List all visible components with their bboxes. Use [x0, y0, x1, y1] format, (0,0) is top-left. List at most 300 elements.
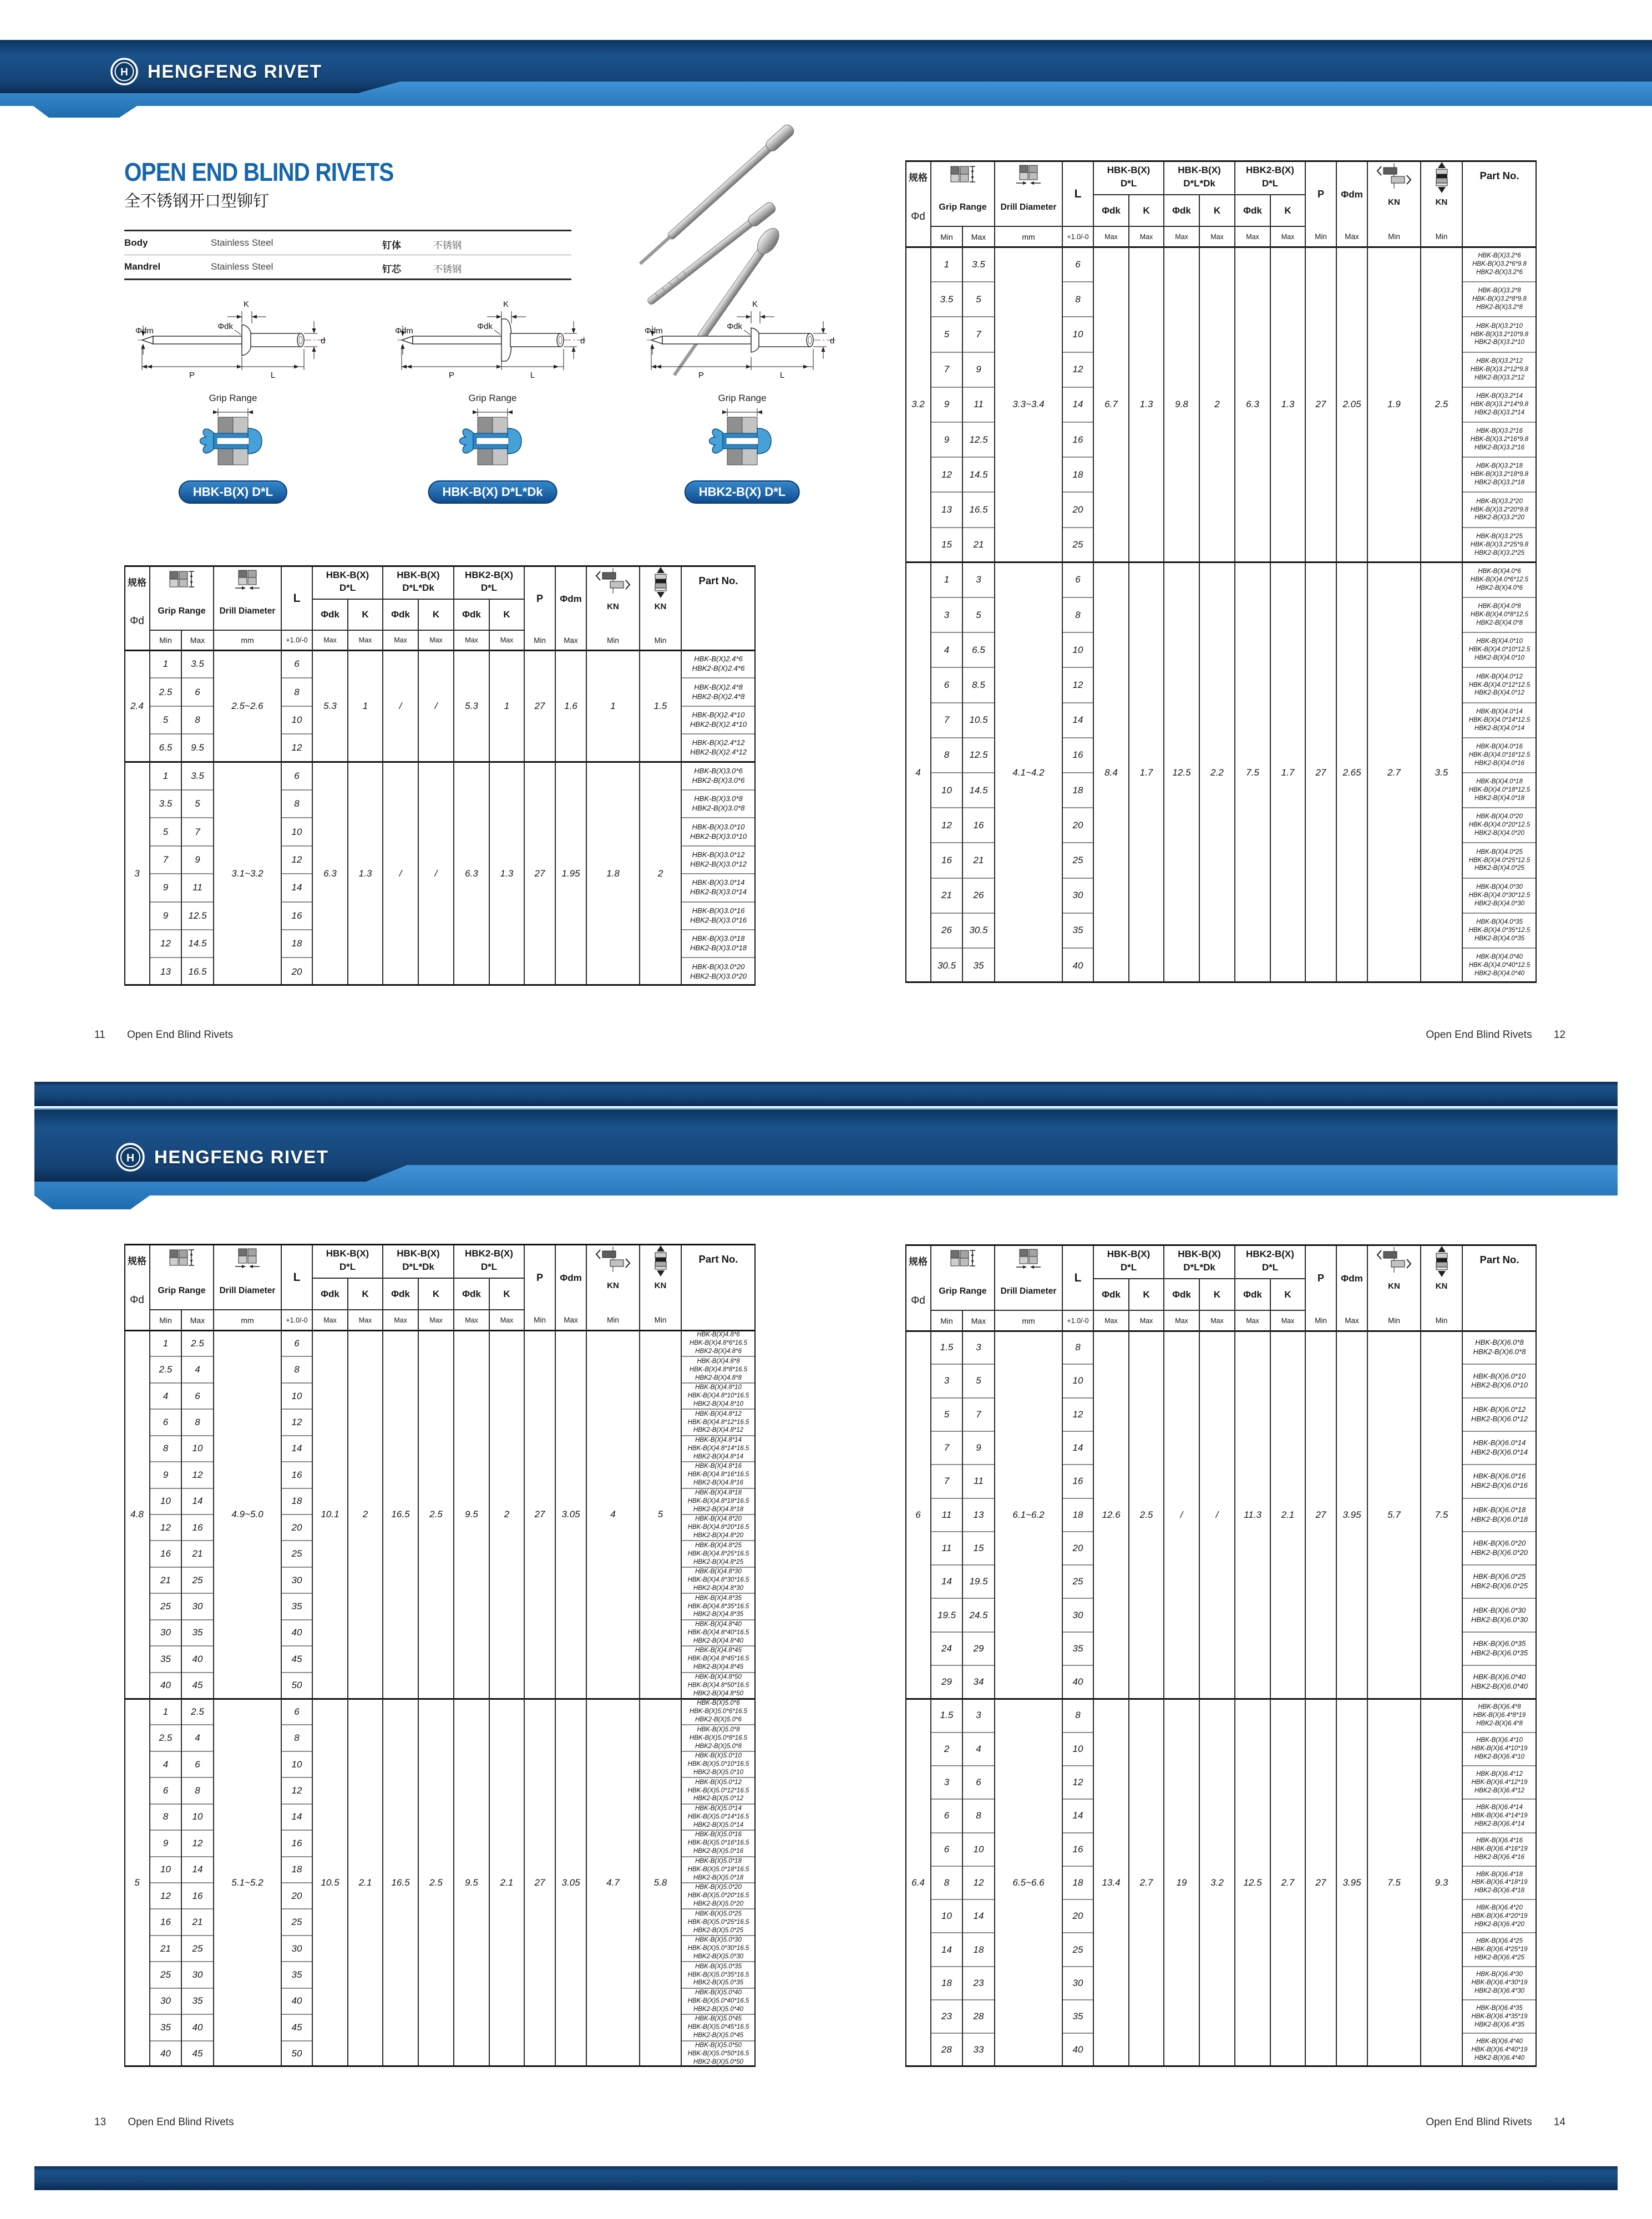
table-vertical-line [1062, 247, 1063, 563]
tensile-strength-icon [586, 1246, 640, 1273]
cell-length: 16 [1072, 434, 1083, 445]
cell-grip-max: 5 [976, 1375, 981, 1386]
part-no-line: HBK-B(X)3.2*8 [1478, 287, 1521, 295]
grip-range-label: Grip Range [468, 393, 517, 403]
part-no-line: HBK-B(X)5.0*6 [697, 1700, 740, 1707]
part-no-line: HBK-B(X)3.2*12 [1476, 357, 1523, 364]
cell-length: 8 [1075, 609, 1081, 620]
cell-part-no [681, 1777, 756, 1803]
cell-phidm-max: 3.95 [1342, 1877, 1361, 1888]
shear-strength-icon [1421, 1245, 1462, 1278]
cell-value: / [399, 868, 402, 879]
header-series-1-line2: D*L*Dk [1183, 178, 1215, 189]
material-row2-value: Stainless Steel [211, 261, 273, 272]
table-vertical-line [213, 762, 214, 986]
spec-table-page-12 [905, 160, 1537, 983]
cell-part-no [681, 846, 756, 874]
cell-kn-shear: 5 [657, 1509, 663, 1519]
cell-part-no [1462, 1331, 1537, 1364]
header-series-0-line1: HBK-B(X) [1107, 165, 1151, 176]
cell-grip-min: 10 [160, 1864, 171, 1875]
cell-grip-max: 13 [973, 1509, 984, 1520]
part-no-line: HBK-B(X)4.0*14 [1476, 708, 1523, 715]
cell-grip-max: 23 [973, 1977, 984, 1988]
cell-part-no [1462, 492, 1537, 527]
cell-drill-diameter: 3.3~3.4 [1012, 399, 1045, 410]
svg-text:P: P [189, 371, 195, 380]
cell-length: 18 [1072, 1877, 1083, 1888]
table-vertical-line [1163, 1331, 1164, 1699]
cell-phid: 3.2 [911, 399, 925, 410]
part-no-line: HBK-B(X)5.0*10*16.5 [687, 1761, 749, 1768]
cell-part-no [681, 957, 756, 985]
drill-diameter-icon [995, 1248, 1062, 1271]
table-vertical-line [1336, 1331, 1337, 1699]
cell-length: 6 [294, 658, 300, 670]
cell-value: 6.7 [1104, 399, 1118, 410]
header-max: Max [1210, 232, 1224, 241]
cell-grip-max: 26 [973, 890, 984, 901]
cell-phidm-max: 3.05 [561, 1509, 580, 1519]
brand-logo-text: HENGFENG RIVET [154, 1147, 329, 1167]
cell-part-no [681, 1988, 756, 2014]
part-no-line: HBK2-B(X)6.4*40 [1474, 2054, 1525, 2061]
part-no-line: HBK-B(X)4.8*8 [697, 1357, 740, 1365]
cell-grip-min: 12 [941, 819, 952, 830]
part-no-line: HBK-B(X)6.4*10 [1476, 1737, 1523, 1744]
header-phidk: Φdk [462, 1288, 481, 1299]
part-no-line: HBK-B(X)6.4*30 [1476, 1971, 1523, 1978]
part-no-line: HBK-B(X)4.8*12*16.5 [687, 1418, 749, 1426]
header-grip-range: Grip Range [158, 606, 206, 616]
svg-text:H: H [120, 67, 128, 78]
part-no-line: HBK2-B(X)4.8*25 [693, 1558, 744, 1566]
cell-part-no [681, 2041, 756, 2067]
part-no-line: HBK2-B(X)5.0*30 [693, 1953, 744, 1960]
part-no-line: HBK-B(X)4.8*12 [695, 1410, 742, 1417]
header-part-no: Part No. [698, 1253, 738, 1265]
cell-length: 12 [291, 1785, 302, 1796]
cell-grip-max: 12.5 [188, 910, 207, 921]
cell-p-min: 27 [534, 1509, 545, 1519]
table-vertical-line [1062, 1331, 1063, 1699]
cell-length: 18 [291, 938, 302, 949]
header-kn: KN [1435, 1281, 1448, 1291]
header-max: Max [323, 636, 337, 644]
cell-grip-max: 40 [192, 2022, 203, 2033]
cell-length: 12 [291, 1416, 302, 1427]
cell-grip-min: 1 [163, 658, 169, 670]
part-no-line: HBK-B(X)5.0*50*16.5 [687, 2050, 749, 2057]
cell-phidm-max: 1.6 [564, 700, 577, 711]
cell-value: 7.5 [1246, 767, 1259, 778]
cell-kn-shear: 1.5 [653, 700, 667, 711]
table-vertical-line [1163, 563, 1164, 983]
cell-phid: 6 [915, 1509, 921, 1520]
table-vertical-line [453, 1699, 454, 2067]
cell-value: 3.2 [1210, 1877, 1224, 1888]
part-no-line: HBK-B(X)4.8*50 [695, 1673, 742, 1680]
part-no-line: HBK-B(X)4.0*12 [1476, 673, 1523, 680]
cell-grip-min: 8 [944, 1877, 950, 1888]
header-max: Max [429, 1316, 443, 1324]
header-max: Max [358, 636, 372, 644]
part-no-line: HBK2-B(X)6.0*40 [1471, 1682, 1528, 1691]
page-subtitle: 全不锈钢开口型铆钉 [124, 192, 270, 210]
header-max: Max [1246, 232, 1259, 241]
table-vertical-line [1462, 247, 1463, 563]
header-k: K [1213, 1289, 1221, 1300]
table-vertical-line [586, 762, 587, 986]
cell-part-no [1462, 247, 1537, 282]
cell-phidm-max: 1.95 [561, 868, 580, 879]
part-no-line: HBK2-B(X)4.8*20 [693, 1532, 744, 1539]
part-no-line: HBK2-B(X)2.4*8 [692, 692, 745, 701]
cell-part-no [681, 1751, 756, 1777]
header-grip-min: Min [159, 636, 172, 645]
header-phidk: Φdk [1102, 1289, 1121, 1300]
part-no-line: HBK2-B(X)3.2*6 [1476, 269, 1523, 276]
cell-length: 25 [1072, 1944, 1083, 1955]
header-spec-phid: Φd [911, 211, 925, 223]
cell-length: 8 [294, 798, 300, 809]
part-no-line: HBK2-B(X)4.8*12 [693, 1427, 744, 1434]
cell-part-no [681, 1883, 756, 1909]
table-vertical-line [149, 1699, 150, 2067]
cell-grip-min: 26 [941, 925, 952, 936]
part-no-line: HBK2-B(X)6.0*18 [1471, 1514, 1528, 1523]
part-no-line: HBK2-B(X)4.0*25 [1474, 865, 1525, 872]
header-series-2-line1: HBK2-B(X) [1246, 1249, 1294, 1260]
cell-phidm-max: 3.05 [561, 1877, 580, 1888]
cell-grip-max: 14 [192, 1496, 203, 1507]
header-kn-min: Min [654, 636, 667, 645]
cell-length: 10 [291, 1759, 302, 1770]
part-no-line: HBK-B(X)5.0*35*16.5 [687, 1971, 749, 1978]
cell-grip-min: 21 [941, 890, 952, 901]
cell-grip-min: 1 [163, 1338, 169, 1349]
cell-value: / [1215, 1509, 1219, 1520]
part-no-line: HBK-B(X)5.0*40*16.5 [687, 1997, 749, 2004]
header-phidm-max: Max [1345, 232, 1359, 241]
cell-grip-max: 10 [973, 1843, 984, 1855]
cell-value: 6.3 [323, 868, 337, 879]
part-no-line: HBK-B(X)6.4*40*19 [1471, 2046, 1528, 2053]
cell-grip-min: 35 [160, 2022, 171, 2033]
header-phidm: Φdm [1341, 1273, 1363, 1284]
part-no-line: HBK2-B(X)4.8*40 [693, 1637, 744, 1644]
cell-drill-diameter: 6.1~6.2 [1012, 1509, 1045, 1520]
cell-grip-min: 16 [160, 1548, 171, 1559]
table-vertical-line [1234, 563, 1235, 983]
part-no-line: HBK-B(X)4.8*10 [695, 1384, 742, 1391]
header-series-1-line2: D*L*Dk [1183, 1262, 1215, 1273]
header-k: K [362, 609, 369, 620]
part-no-line: HBK-B(X)5.0*14 [695, 1805, 742, 1812]
table-vertical-line [124, 1244, 125, 2067]
cell-grip-min: 3 [944, 1777, 950, 1788]
cell-part-no [1462, 1431, 1537, 1465]
cell-part-no [681, 1462, 756, 1488]
part-no-line: HBK-B(X)3.2*12*9.8 [1470, 366, 1529, 373]
cell-length: 45 [291, 1653, 302, 1664]
cell-grip-max: 3 [976, 574, 981, 585]
cell-length: 6 [294, 1706, 300, 1717]
cell-grip-min: 23 [941, 2011, 952, 2022]
cell-grip-min: 16 [160, 1917, 171, 1928]
header-series-0-line2: D*L [1120, 1262, 1137, 1273]
part-no-line: HBK-B(X)6.4*30*19 [1471, 1979, 1528, 1987]
material-row1-label: Body [124, 237, 148, 248]
cell-grip-max: 14.5 [188, 938, 207, 949]
part-no-line: HBK2-B(X)6.0*35 [1471, 1648, 1528, 1657]
table-vertical-line [524, 1699, 525, 2067]
header-max: Max [465, 1316, 478, 1324]
header-drill: Drill Diameter [1000, 202, 1057, 212]
cell-grip-max: 30 [192, 1601, 203, 1612]
table-horizontal-line [905, 981, 1537, 983]
part-no-line: HBK2-B(X)6.4*14 [1474, 1820, 1525, 1827]
svg-text:d: d [580, 336, 585, 346]
cell-length: 20 [1072, 1911, 1083, 1922]
part-no-line: HBK-B(X)4.0*18*12.5 [1468, 787, 1531, 794]
table-vertical-line [962, 1331, 963, 1699]
cell-grip-min: 18 [941, 1977, 952, 1988]
cell-part-no [681, 1673, 756, 1699]
cell-length: 40 [291, 1627, 302, 1638]
cell-length: 10 [291, 714, 302, 725]
table-vertical-line [994, 1699, 995, 2066]
cell-length: 20 [291, 966, 302, 977]
cell-part-no [1462, 1833, 1537, 1866]
cell-grip-max: 21 [973, 854, 984, 865]
cell-grip-min: 2.5 [159, 686, 173, 697]
cell-grip-min: 30 [160, 1995, 171, 2007]
series-pill-label: HBK-B(X) D*L [179, 480, 287, 504]
cell-part-no [681, 874, 756, 901]
cell-part-no [1462, 2033, 1537, 2066]
cell-drill-diameter: 4.1~4.2 [1012, 767, 1045, 778]
cell-length: 30 [291, 1574, 302, 1585]
spread-divider-bar [34, 1082, 1618, 1106]
cell-part-no [1462, 773, 1537, 808]
cell-part-no [681, 1646, 756, 1672]
header-grip-max: Max [971, 232, 986, 241]
cell-value: 10.1 [321, 1509, 339, 1519]
part-no-line: HBK2-B(X)4.8*14 [693, 1453, 744, 1460]
cell-value: / [399, 700, 402, 711]
cell-grip-max: 12 [192, 1837, 203, 1848]
part-no-line: HBK-B(X)4.8*35*16.5 [687, 1603, 749, 1610]
cell-part-no [681, 1909, 756, 1935]
cell-part-no [1462, 528, 1537, 563]
part-no-line: HBK-B(X)6.4*18 [1476, 1871, 1523, 1878]
cell-part-no [681, 902, 756, 930]
material-row2-label: Mandrel [124, 261, 161, 272]
cell-grip-max: 21 [192, 1917, 203, 1928]
cell-grip-min: 6 [163, 1785, 169, 1796]
cell-grip-min: 16 [941, 854, 952, 865]
cell-value: 1.3 [358, 868, 372, 879]
cell-value: 9.8 [1175, 399, 1188, 410]
header-kn-min: Min [1435, 232, 1448, 241]
cell-grip-min: 5 [163, 826, 169, 837]
table-horizontal-line [905, 2065, 1537, 2067]
header-l: L [1074, 187, 1082, 200]
cell-part-no [1462, 1364, 1537, 1397]
part-no-line: HBK2-B(X)6.4*25 [1474, 1954, 1525, 1961]
cell-grip-min: 6 [944, 1843, 950, 1855]
cell-length: 20 [291, 1522, 302, 1533]
header-l: L [1074, 1271, 1082, 1284]
cell-part-no [1462, 1899, 1537, 1933]
cell-part-no [681, 1409, 756, 1435]
table-vertical-line [930, 247, 931, 563]
header-p-min: Min [1315, 232, 1327, 241]
part-no-line: HBK-B(X)3.0*16 [692, 906, 745, 915]
part-no-line: HBK-B(X)6.0*40 [1473, 1673, 1526, 1681]
table-vertical-line [1062, 1699, 1063, 2066]
cell-value: 1 [362, 700, 368, 711]
part-no-line: HBK-B(X)4.0*10 [1476, 638, 1523, 645]
svg-text:K: K [503, 300, 509, 309]
table-vertical-line [1420, 1331, 1421, 1699]
cell-grip-max: 6 [195, 1759, 200, 1770]
table-vertical-line [555, 1699, 556, 2067]
table-vertical-line [312, 1699, 313, 2067]
table-vertical-line [382, 1330, 383, 1699]
part-no-line: HBK2-B(X)5.0*25 [693, 1927, 744, 1934]
cell-value: 12.5 [1243, 1877, 1262, 1888]
cell-p-min: 27 [534, 868, 545, 879]
header-drill-mm: mm [241, 636, 254, 645]
part-no-line: HBK2-B(X)3.0*14 [690, 888, 747, 896]
table-vertical-line [489, 1330, 490, 1699]
table-vertical-line [1336, 563, 1337, 983]
header-kn: KN [607, 1280, 619, 1290]
part-no-line: HBK-B(X)4.0*12*12.5 [1468, 681, 1531, 688]
part-no-line: HBK-B(X)5.0*35 [695, 1963, 742, 1970]
cell-part-no [681, 1725, 756, 1751]
part-no-line: HBK-B(X)4.0*20*12.5 [1468, 822, 1531, 829]
part-no-line: HBK2-B(X)3.0*10 [690, 832, 747, 840]
cell-grip-max: 35 [192, 1995, 203, 2007]
cell-grip-min: 8 [163, 1811, 169, 1822]
part-no-line: HBK2-B(X)4.0*8 [1476, 620, 1523, 627]
cell-p-min: 27 [534, 1877, 545, 1888]
cell-length: 20 [1072, 1542, 1083, 1553]
cell-grip-min: 7 [163, 854, 169, 865]
cell-grip-min: 10 [941, 784, 952, 796]
cell-kn-tensile: 1 [610, 700, 616, 711]
cell-phidm-max: 2.05 [1342, 399, 1361, 410]
table-vertical-line [1128, 247, 1129, 563]
cell-part-no [1462, 738, 1537, 773]
table-vertical-line [754, 565, 756, 986]
cell-kn-shear: 3.5 [1435, 767, 1448, 778]
cell-drill-diameter: 2.5~2.6 [231, 700, 263, 711]
header-max: Max [358, 1316, 372, 1324]
part-no-line: HBK2-B(X)4.0*6 [1476, 584, 1523, 591]
part-no-line: HBK-B(X)6.4*25*19 [1471, 1946, 1528, 1953]
cell-length: 16 [291, 1837, 302, 1848]
cell-length: 8 [1075, 1710, 1081, 1721]
part-no-line: HBK-B(X)4.0*8*12.5 [1470, 611, 1529, 619]
part-no-line: HBK2-B(X)5.0*10 [693, 1769, 744, 1776]
part-no-line: HBK-B(X)3.2*20*9.8 [1470, 506, 1529, 513]
part-no-line: HBK2-B(X)3.2*10 [1474, 339, 1525, 346]
cell-value: 2.1 [500, 1877, 514, 1888]
drill-diameter-icon [995, 164, 1062, 187]
cell-length: 8 [1075, 293, 1081, 305]
part-no-line: HBK2-B(X)5.0*14 [693, 1821, 744, 1828]
cell-length: 35 [291, 1969, 302, 1980]
table-vertical-line [1199, 1699, 1200, 2066]
part-no-line: HBK2-B(X)3.0*18 [690, 944, 747, 953]
cell-part-no [1462, 563, 1537, 597]
header-l-tol: +1.0/-0 [1067, 1316, 1089, 1325]
table-vertical-line [639, 650, 640, 762]
header-max: Max [465, 636, 478, 644]
cell-phid: 6.4 [911, 1877, 925, 1888]
table-vertical-line [382, 1699, 383, 2067]
cell-length: 10 [1072, 1375, 1083, 1386]
part-no-line: HBK-B(X)4.0*6 [1478, 568, 1521, 575]
cell-grip-min: 9 [163, 1469, 169, 1480]
svg-text:P: P [698, 371, 705, 380]
cell-grip-min: 21 [160, 1943, 171, 1954]
cell-part-no [1462, 1598, 1537, 1632]
header-kn-min: Min [1388, 1316, 1400, 1325]
part-no-line: HBK-B(X)6.4*35 [1476, 2004, 1523, 2012]
part-no-line: HBK-B(X)5.0*18*16.5 [687, 1866, 749, 1873]
table-vertical-line [1420, 1699, 1421, 2066]
header-grip-min: Min [940, 1316, 953, 1325]
table-vertical-line [1462, 563, 1463, 983]
cell-grip-max: 12 [973, 1877, 984, 1888]
header-series-2-line2: D*L [480, 1261, 498, 1272]
header-series-1-line1: HBK-B(X) [1178, 165, 1221, 176]
part-no-line: HBK2-B(X)3.0*8 [692, 804, 745, 813]
cell-grip-max: 7 [195, 826, 200, 837]
table-vertical-line [994, 247, 995, 563]
cell-grip-min: 8 [944, 749, 950, 761]
cell-length: 40 [1072, 1676, 1083, 1688]
table-vertical-line [1234, 1699, 1235, 2066]
cell-part-no [681, 1620, 756, 1646]
part-no-line: HBK-B(X)6.4*8 [1478, 1704, 1521, 1711]
part-no-line: HBK2-B(X)4.8*30 [693, 1585, 744, 1592]
part-no-line: HBK2-B(X)6.4*10 [1474, 1754, 1525, 1761]
header-series-0-line1: HBK-B(X) [326, 1248, 369, 1259]
material-row2-cn-value: 不锈钢 [433, 264, 462, 275]
cell-grip-max: 6.5 [972, 644, 985, 655]
cell-grip-min: 12 [160, 938, 171, 949]
spec-table-page-14 [905, 1244, 1537, 2067]
table-vertical-line [1367, 563, 1368, 983]
header-max: Max [394, 636, 407, 644]
table-vertical-line [1199, 563, 1200, 983]
cell-grip-max: 4 [976, 1743, 981, 1754]
cell-grip-max: 25 [192, 1574, 203, 1585]
part-no-line: HBK-B(X)3.2*16*9.8 [1470, 436, 1529, 443]
header-l: L [293, 1270, 301, 1284]
part-no-line: HBK2-B(X)5.0*45 [693, 2032, 744, 2039]
cell-part-no [1462, 1799, 1537, 1832]
header-spec-cn: 规格 [909, 173, 928, 184]
header-max: Max [1104, 232, 1118, 241]
cell-drill-diameter: 6.5~6.6 [1012, 1877, 1045, 1888]
